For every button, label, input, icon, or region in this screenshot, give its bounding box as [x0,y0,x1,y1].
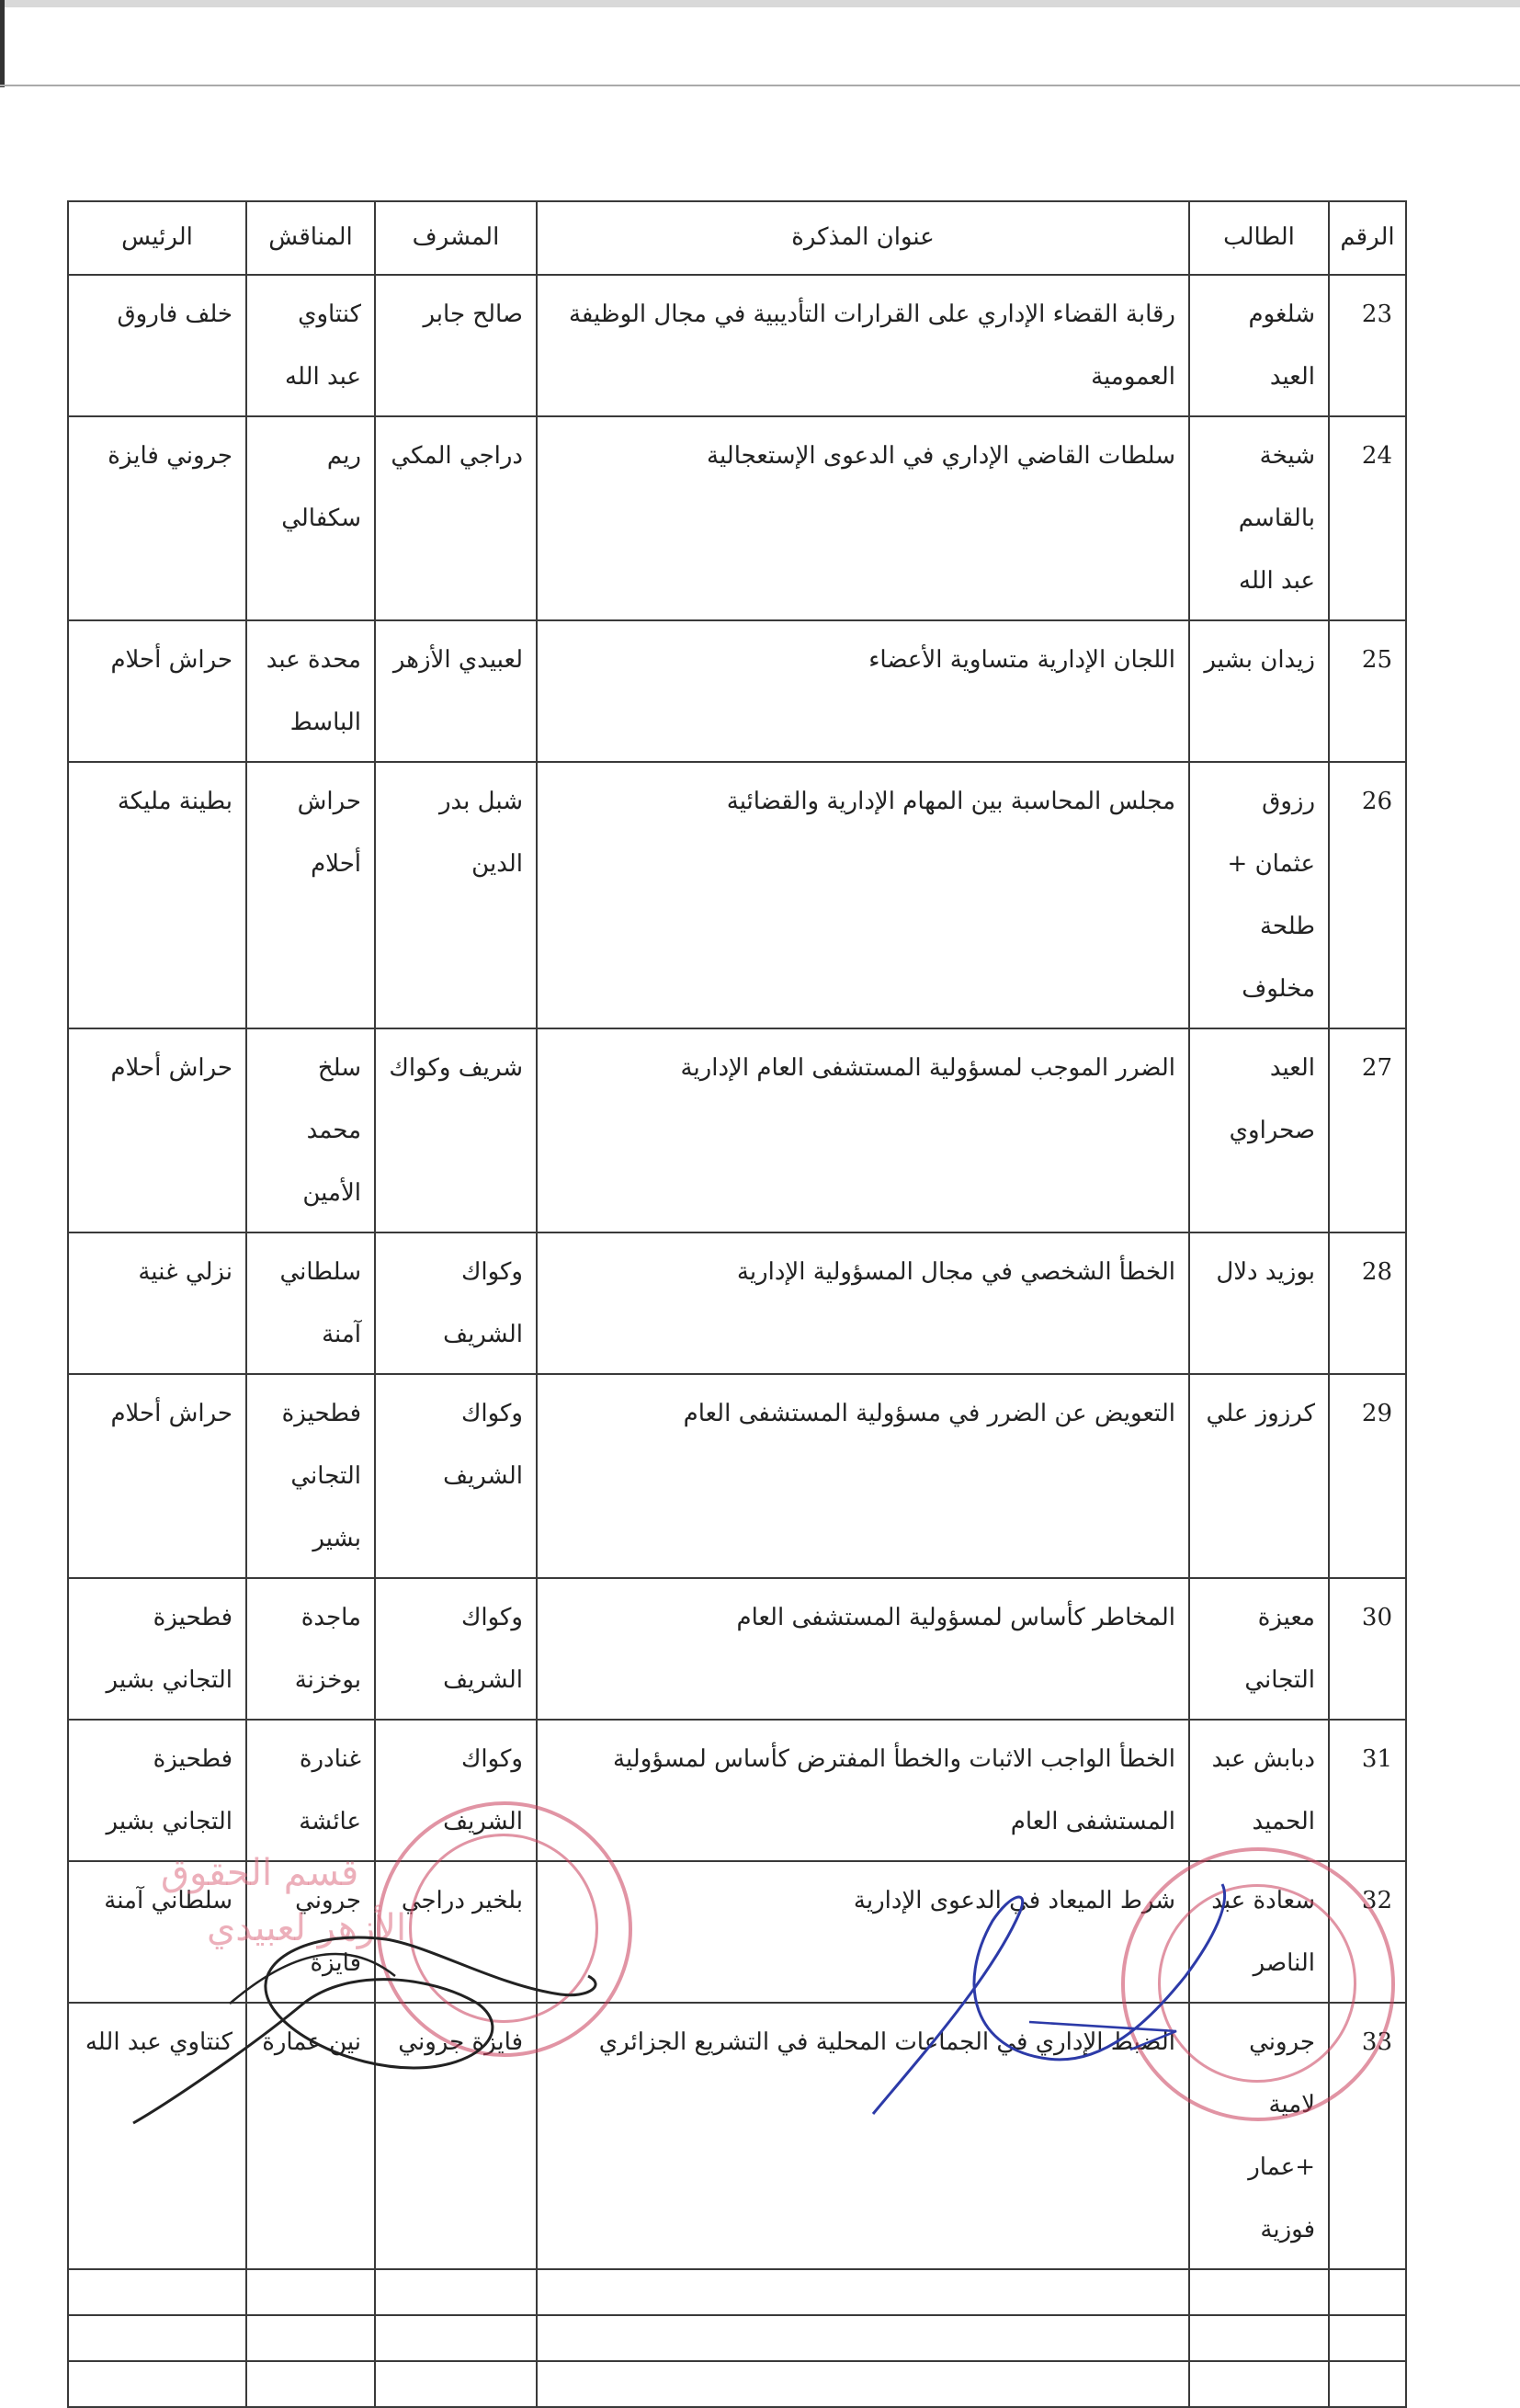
cell-examiner: حراش أحلام [246,762,375,1028]
cell-student: زيدان بشير [1189,620,1329,762]
cell-president: خلف فاروق [68,275,246,416]
cell-president: سلطاني آمنة [68,1861,246,2003]
cell-examiner: ماجدة بوخزنة [246,1578,375,1720]
cell-title: اللجان الإدارية متساوية الأعضاء [537,620,1189,762]
cell-examiner: محدة عبد الباسط [246,620,375,762]
cell-title: المخاطر كأساس لمسؤولية المستشفى العام [537,1578,1189,1720]
header-student: الطالب [1189,201,1329,275]
cell-examiner: فطحيزة التجاني بشير [246,1374,375,1578]
header-president: الرئيس [68,201,246,275]
empty-cell [246,2315,375,2361]
empty-cell [1329,2361,1406,2407]
cell-president: حراش أحلام [68,1374,246,1578]
cell-president: حراش أحلام [68,620,246,762]
cell-supervisor: وكواك الشريف [375,1578,537,1720]
cell-examiner: جروني فايزة [246,1861,375,2003]
cell-num: 28 [1329,1232,1406,1374]
cell-examiner: غنادرة عائشة [246,1720,375,1861]
cell-title: رقابة القضاء الإداري على القرارات التأديبية في مجال الوظيفة العمومية [537,275,1189,416]
cell-supervisor: فايزة جروني [375,2003,537,2269]
cell-supervisor: وكواك الشريف [375,1232,537,1374]
empty-cell [1329,2315,1406,2361]
empty-cell [375,2315,537,2361]
right-signature [873,1884,1225,2114]
cell-title: الضرر الموجب لمسؤولية المستشفى العام الإدارية [537,1028,1189,1232]
empty-row [68,2361,1406,2407]
cell-president: فطحيزة التجاني بشير [68,1578,246,1720]
header-num: الرقم [1329,201,1406,275]
cell-president: نزلي غنية [68,1232,246,1374]
cell-examiner: نين عمارة [246,2003,375,2269]
left-signature [133,1937,596,2123]
empty-cell [68,2315,246,2361]
header-supervisor: المشرف [375,201,537,275]
left-stamp-name: الأزهر لعبيدي [207,1907,407,1949]
cell-student: شيخة بالقاسم عبد الله [1189,416,1329,620]
cell-num: 23 [1329,275,1406,416]
cell-num: 26 [1329,762,1406,1028]
cell-supervisor: وكواك الشريف [375,1374,537,1578]
empty-cell [68,2361,246,2407]
cell-student: رزوق عثمان + طلحة مخلوف [1189,762,1329,1028]
cell-num: 31 [1329,1720,1406,1861]
cell-examiner: سلخ محمد الأمين [246,1028,375,1232]
empty-cell [1189,2269,1329,2315]
empty-row [68,2315,1406,2361]
empty-cell [246,2269,375,2315]
cell-supervisor: صالح جابر [375,275,537,416]
empty-cell [246,2361,375,2407]
empty-cell [537,2269,1189,2315]
empty-cell [1189,2315,1329,2361]
cell-student: العيد صحراوي [1189,1028,1329,1232]
cell-title: شرط الميعاد في الدعوى الإدارية [537,1861,1189,2003]
cell-student: شلغوم العيد [1189,275,1329,416]
cell-student: كرزوز علي [1189,1374,1329,1578]
empty-cell [1189,2361,1329,2407]
cell-president: بطينة مليكة [68,762,246,1028]
cell-examiner: ريم سكفالي [246,416,375,620]
cell-student: بوزيد دلال [1189,1232,1329,1374]
cell-num: 30 [1329,1578,1406,1720]
cell-supervisor: دراجي المكي [375,416,537,620]
cell-president: حراش أحلام [68,1028,246,1232]
cell-num: 33 [1329,2003,1406,2269]
empty-cell [537,2361,1189,2407]
cell-title: سلطات القاضي الإداري في الدعوى الإستعجالية [537,416,1189,620]
header-examiner: المناقش [246,201,375,275]
empty-cell [375,2361,537,2407]
cell-supervisor: لعبيدي الأزهر [375,620,537,762]
empty-cell [537,2315,1189,2361]
cell-president: جروني فايزة [68,416,246,620]
left-stamp-department: قسم الحقوق [161,1852,359,1894]
cell-supervisor: بلخير دراجي [375,1861,537,2003]
cell-num: 27 [1329,1028,1406,1232]
cell-title: الخطأ الشخصي في مجال المسؤولية الإدارية [537,1232,1189,1374]
cell-supervisor: شبل بدر الدين [375,762,537,1028]
empty-cell [68,2269,246,2315]
header-title: عنوان المذكرة [537,201,1189,275]
cell-num: 24 [1329,416,1406,620]
cell-title: الضبط الإداري في الجماعات المحلية في التشريع الجزائري [537,2003,1189,2269]
empty-cell [1329,2269,1406,2315]
empty-cell [375,2269,537,2315]
cell-title: مجلس المحاسبة بين المهام الإدارية والقضائية [537,762,1189,1028]
cell-examiner: كنتاوي عبد الله [246,275,375,416]
cell-president: فطحيزة التجاني بشير [68,1720,246,1861]
cell-president: كنتاوي عبد الله [68,2003,246,2269]
cell-num: 29 [1329,1374,1406,1578]
cell-title: التعويض عن الضرر في مسؤولية المستشفى العام [537,1374,1189,1578]
cell-student: معيزة التجاني [1189,1578,1329,1720]
cell-num: 25 [1329,620,1406,762]
cell-title: الخطأ الواجب الاثبات والخطأ المفترض كأساس لمسؤولية المستشفى العام [537,1720,1189,1861]
cell-num: 32 [1329,1861,1406,2003]
cell-student: جروني لامية +عمار فوزية [1189,2003,1329,2269]
cell-supervisor: شريف وكواك [375,1028,537,1232]
cell-supervisor: وكواك الشريف [375,1720,537,1861]
cell-student: دبابش عبد الحميد [1189,1720,1329,1861]
cell-student: سعادة عبد الناصر [1189,1861,1329,2003]
empty-row [68,2269,1406,2315]
cell-examiner: سلطاني آمنة [246,1232,375,1374]
